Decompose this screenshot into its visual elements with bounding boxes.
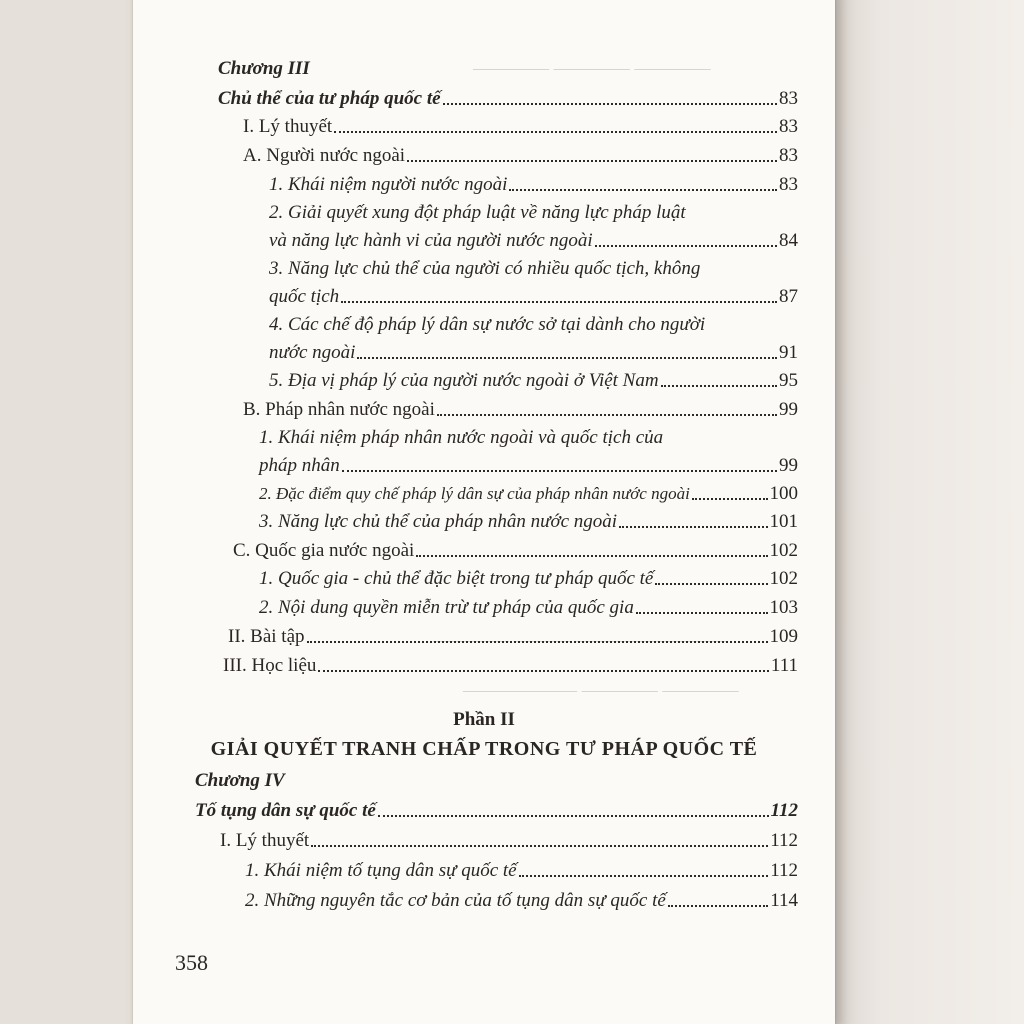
adjacent-page — [820, 0, 1024, 1024]
leader-dots — [619, 526, 767, 528]
entry-label: 3. Năng lực chủ thể của pháp nhân nước ngoài — [259, 511, 618, 532]
toc-entry-a4 — [269, 342, 798, 364]
leader-dots — [311, 845, 768, 847]
leader-dots — [342, 470, 777, 472]
entry-page: 103 — [769, 597, 798, 618]
entry-label: nước ngoài — [269, 342, 356, 363]
entry-label: 2. Những nguyên tắc cơ bản của tố tụng dân sự quốc tế — [245, 890, 666, 911]
part-2-label: Phần II — [453, 709, 515, 730]
chapter-4-page: 112 — [770, 800, 798, 821]
toc-entry-a3-line1: 3. Năng lực chủ thể của người có nhiều quốc tịch, không — [269, 258, 701, 279]
entry-page: 83 — [779, 116, 798, 137]
leader-dots — [318, 670, 769, 672]
entry-label: B. Pháp nhân nước ngoài — [243, 399, 435, 420]
entry-page: 99 — [779, 455, 798, 476]
part-2-title: GIẢI QUYẾT TRANH CHẤP TRONG TƯ PHÁP QUỐC TẾ — [210, 738, 758, 760]
entry-page: 95 — [779, 370, 798, 391]
entry-label: I. Lý thuyết — [220, 830, 310, 851]
entry-label: pháp nhân — [259, 455, 340, 476]
toc-entry-a4-line1: 4. Các chế độ pháp lý dân sự nước sở tại dành cho người — [269, 314, 706, 335]
leader-dots — [357, 357, 777, 359]
entry-label: II. Bài tập — [228, 626, 305, 647]
entry-page: 100 — [769, 483, 798, 504]
leader-dots — [341, 301, 777, 303]
chapter-4-label: Chương IV — [195, 770, 285, 791]
entry-label: 5. Địa vị pháp lý của người nước ngoài ở Việt Nam — [269, 370, 659, 391]
entry-page: 102 — [769, 568, 798, 589]
entry-page: 84 — [779, 230, 798, 251]
entry-page: 83 — [779, 174, 798, 195]
leader-dots — [443, 103, 777, 105]
entry-label: A. Người nước ngoài — [243, 145, 406, 166]
toc-entry-b1-line1: 1. Khái niệm pháp nhân nước ngoài và quốc tịch của — [259, 427, 664, 448]
toc-entry-ch4-theory — [220, 830, 798, 852]
toc-entry-a2 — [269, 230, 798, 252]
toc-entry-b3 — [259, 511, 798, 533]
chapter-3-title: Chủ thể của tư pháp quốc tế — [218, 88, 441, 109]
entry-label: C. Quốc gia nước ngoài — [233, 540, 415, 561]
toc-entry-c1 — [259, 568, 798, 590]
page-number: 358 — [175, 950, 208, 975]
entry-label: 1. Khái niệm người nước ngoài — [269, 174, 508, 195]
leader-dots — [416, 555, 767, 557]
entry-page: 109 — [769, 626, 798, 647]
entry-label: và năng lực hành vi của người nước ngoài — [269, 230, 593, 251]
entry-label: III. Học liệu — [223, 655, 317, 676]
leader-dots — [661, 385, 777, 387]
entry-page: 112 — [770, 830, 798, 851]
toc-entry-b1 — [259, 455, 798, 477]
entry-label: 1. Khái niệm tố tụng dân sự quốc tế — [245, 860, 517, 881]
toc-entry-exercises — [228, 626, 798, 648]
entry-label: I. Lý thuyết — [243, 116, 333, 137]
toc-entry-b2 — [259, 483, 798, 505]
entry-label: quốc tịch — [269, 286, 340, 307]
leader-dots — [334, 131, 777, 133]
entry-page: 83 — [779, 145, 798, 166]
leader-dots — [595, 245, 777, 247]
toc-entry-a1 — [269, 174, 798, 196]
toc-entry-ch4-1 — [245, 860, 798, 882]
toc-entry-ch4-2 — [245, 890, 798, 912]
toc-entry-theory — [243, 116, 798, 138]
leader-dots — [692, 498, 768, 500]
leader-dots — [437, 414, 777, 416]
entry-label: 2. Đặc điểm quy chế pháp lý dân sự của pháp nhân nước ngoài — [259, 484, 690, 503]
entry-page: 111 — [770, 655, 798, 676]
entry-page: 99 — [779, 399, 798, 420]
chapter-3-title-row — [218, 88, 798, 110]
chapter-3-page: 83 — [779, 88, 798, 109]
entry-label: 1. Quốc gia - chủ thể đặc biệt trong tư pháp quốc tế — [259, 568, 654, 589]
leader-dots — [668, 905, 768, 907]
entry-page: 101 — [769, 511, 798, 532]
chapter-3-label: Chương III — [218, 58, 310, 79]
leader-dots — [655, 583, 767, 585]
entry-label: 2. Nội dung quyền miễn trừ tư pháp của quốc gia — [259, 597, 634, 618]
leader-dots — [519, 875, 769, 877]
chapter-4-title-row — [195, 800, 798, 822]
leader-dots — [407, 160, 777, 162]
table-of-contents — [133, 0, 835, 1024]
chapter-4-title: Tố tụng dân sự quốc tế — [195, 800, 376, 821]
toc-entry-materials — [223, 655, 798, 677]
toc-entry-section-a — [243, 145, 798, 167]
toc-entry-a2-line1: 2. Giải quyết xung đột pháp luật về năng lực pháp luật — [269, 202, 686, 223]
toc-entry-a3 — [269, 286, 798, 308]
entry-page: 112 — [770, 860, 798, 881]
leader-dots — [378, 815, 769, 817]
leader-dots — [307, 641, 768, 643]
entry-page: 102 — [769, 540, 798, 561]
entry-page: 114 — [770, 890, 798, 911]
toc-entry-c2 — [259, 597, 798, 619]
toc-page: ———— ———— ———— ———————— ——— ———— ———— ———— —————— Chương III Chủ thể của tư pháp quốc tế 83 I. Lý thuyết 83 A. Người nước ngoài 83 1. Khái niệm người nước ngoài 83 2. Giải quyết xung đột pháp luật về năng lực pháp luật và năng lực hành vi của người nước ngoài 84 3. Năng lực chủ thể của người có nhiều quốc tịch, không quốc tịch 87 4. Các chế độ pháp lý dân sự nước sở tại dành cho người nước ngoài 91 5. Địa vị pháp lý của người nước ngoài ở Việt Nam 95 B. Pháp nhân nước ngoài 99 1. Khái niệm pháp nhân nước ngoài và quốc tịch của pháp nhân 99 2. Đặc điểm quy chế pháp lý dân sự của pháp nhân nước ngoài 100 3. Năng lực chủ thể của pháp nhân nước ngoài 101 C. Quốc gia nước ngoài 102 1. Quốc gia - chủ thể đặc biệt trong tư pháp quốc tế 102 2. Nội dung quyền miễn trừ tư pháp của quốc gia 103 II. Bài tập 109 III. Học liệu 111 Phần II GIẢI QUYẾT TRANH CHẤP TRONG TƯ PHÁP QUỐC TẾ Chương IV Tố tụng dân sự quốc tế 112 I. Lý thuyết 112 1. Khái niệm tố tụng dân sự quốc tế 112 2. Những nguyên tắc cơ bản của tố tụng dân sự quốc tế 114 358 — [133, 0, 835, 1024]
leader-dots — [509, 189, 777, 191]
toc-entry-section-b — [243, 399, 798, 421]
entry-page: 91 — [779, 342, 798, 363]
leader-dots — [636, 612, 768, 614]
toc-entry-a5 — [269, 370, 798, 392]
toc-entry-section-c — [233, 540, 798, 562]
entry-page: 87 — [779, 286, 798, 307]
